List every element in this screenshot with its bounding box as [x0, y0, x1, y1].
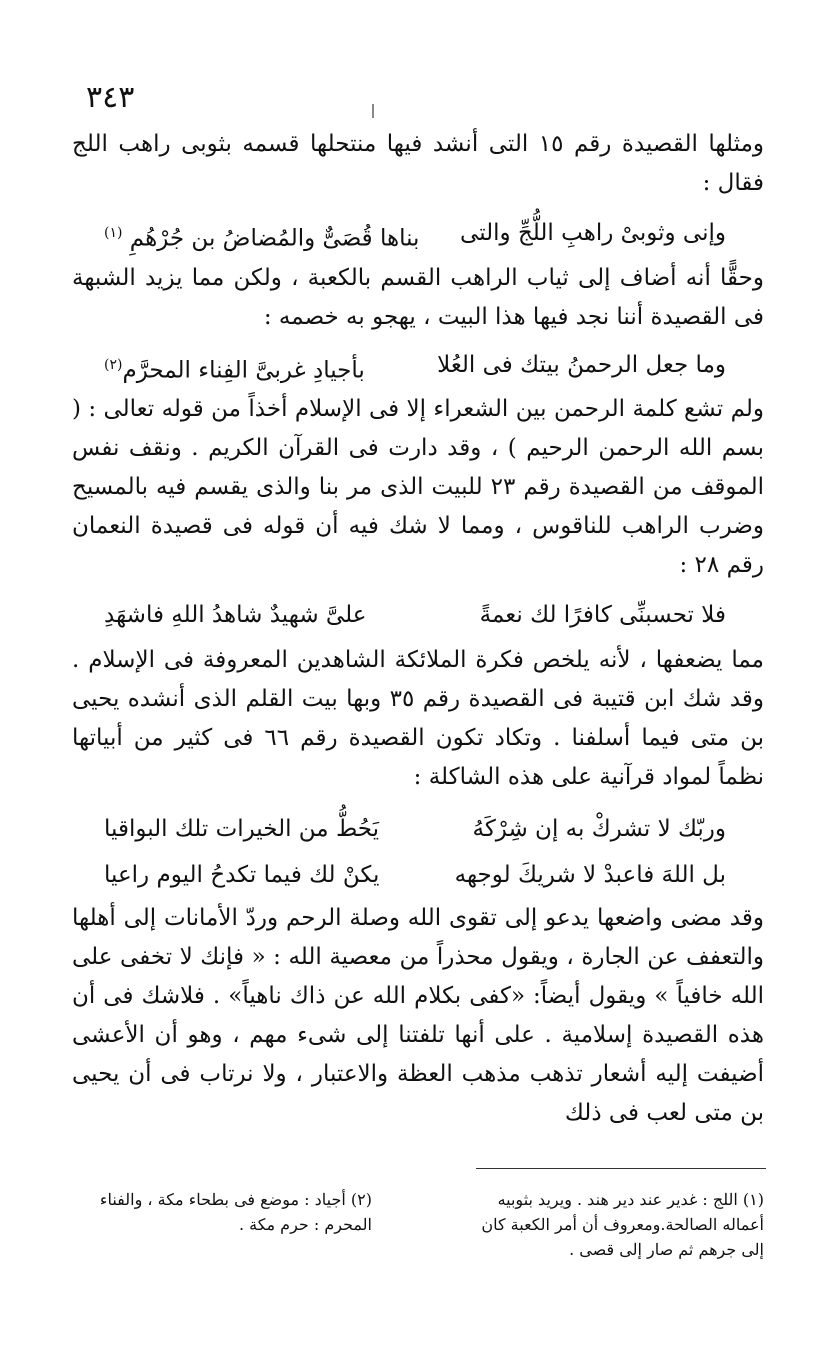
- footnote-1: (١) اللج : غدير عند دير هند . ويريد بثوبيه أعماله الصالحة.ومعروف أن أمر الكعبة كان إلى جرهم ثم صار إلى قصى .: [481, 1190, 764, 1259]
- verse-1-first-hemistich: وإنى وثوبىْ راهبِ اللُّجِّ والتى: [460, 220, 726, 246]
- footnote-2: (٢) أجياد : موضع فى بطحاء مكة ، والفناء المحرم : حرم مكة .: [99, 1190, 372, 1234]
- verse-1-second-hemistich: [104, 213, 419, 259]
- verse-3: [72, 595, 764, 635]
- verse-4-first-hemistich: وربّك لا تشركْ به إن شِرْكَهُ: [472, 816, 726, 843]
- verse-3-second-hemistich: علىَّ شهيدٌ شاهدُ اللهِ فاشهَدِ: [104, 602, 367, 629]
- paragraph-5: وقد مضى واضعها يدعو إلى تقوى الله وصلة الرحم وردّ الأمانات إلى أهلها والتعفف عن الجارة ، ويقول محذراً من معصية الله : « فإنك لا تخفى على الله خافياً » ويقول أيضاً: «كفى بكلام الله عن ذاك ناهياً» . فلاشك فى أن هذه القصيدة إسلامية . على أنها تلفتنا إلى شىء مهم ، وهو أن الأعشى أضيفت إليه أشعار تذهب مذهب العظة والاعتبار ، ولا نرتاب فى أن يحيى بن متى لعب فى ذلك: [72, 905, 764, 1127]
- verse-2: [72, 345, 764, 391]
- verse-5: [72, 855, 764, 895]
- verse-4-second-hemistich: يَحُطُّ من الخيرات تلك البواقيا: [104, 816, 380, 843]
- verse-5-first-hemistich: بل اللهَ فاعبدْ لا شريكَ لوجهه: [454, 862, 726, 889]
- verse-3-first-hemistich: فلا تحسبنِّى كافرًا لك نعمةً: [479, 602, 726, 629]
- paragraph-4: مما يضعفها ، لأنه يلخص فكرة الملائكة الشاهدين المعروفة فى الإسلام . وقد شك ابن قتيبة فى القصيدة رقم ٣٥ وبها بيت القلم الذى أنشده يحيى بن متى فيما أسلفنا . وتكاد تكون القصيدة رقم ٦٦ فى كثير من أبياتها نظماً لمواد قرآنية على هذه الشاكلة :: [72, 647, 764, 791]
- verse-5-second-hemistich: يكنْ لك فيما تكدحُ اليوم راعيا: [104, 862, 380, 889]
- scan-mark: [372, 104, 374, 118]
- footnote-ref-2: (٢): [104, 356, 123, 373]
- verse-2-first-hemistich: وما جعل الرحمنُ بيتك فى العُلا: [437, 351, 726, 378]
- verse-2-second-hemistich: [104, 345, 365, 391]
- verse-4: [72, 809, 764, 849]
- footnote-divider: [476, 1168, 766, 1169]
- paragraph-3: ولم تشع كلمة الرحمن بين الشعراء إلا فى الإسلام أخذاً من قوله تعالى : ( بسم الله الرحمن الرحيم ) ، وقد دارت فى القرآن الكريم . ونقف نفس الموقف من القصيدة رقم ٢٣ للبيت الذى مر بنا والذى يقسم فيه بالمسيح وضرب الراهب للناقوس ، ومما لا شك فيه أن قوله فى قصيدة النعمان رقم ٢٨ :: [72, 396, 764, 579]
- verse-1: [72, 213, 764, 259]
- page-number: ٣٤٣: [86, 80, 135, 115]
- verse-2-second-text: بأجيادِ غربىَّ الفِناء المحرَّم: [122, 357, 365, 384]
- footnote-ref-1: (١): [104, 225, 123, 241]
- main-text: [72, 125, 764, 1133]
- paragraph-1: ومثلها القصيدة رقم ١٥ التى أنشد فيها منتحلها قسمه بثوبى راهب اللج فقال :: [72, 131, 764, 196]
- footnotes: [72, 1187, 764, 1262]
- paragraph-2: وحقًّا أنه أضاف إلى ثياب الراهب القسم بالكعبة ، ولكن مما يزيد الشبهة فى القصيدة أننا نجد فيها هذا البيت ، يهجو به خصمه :: [72, 264, 764, 330]
- verse-1-second-text: بناها قُصَىٌّ والمُضاضُ بن جُرْهُمِ: [129, 225, 420, 252]
